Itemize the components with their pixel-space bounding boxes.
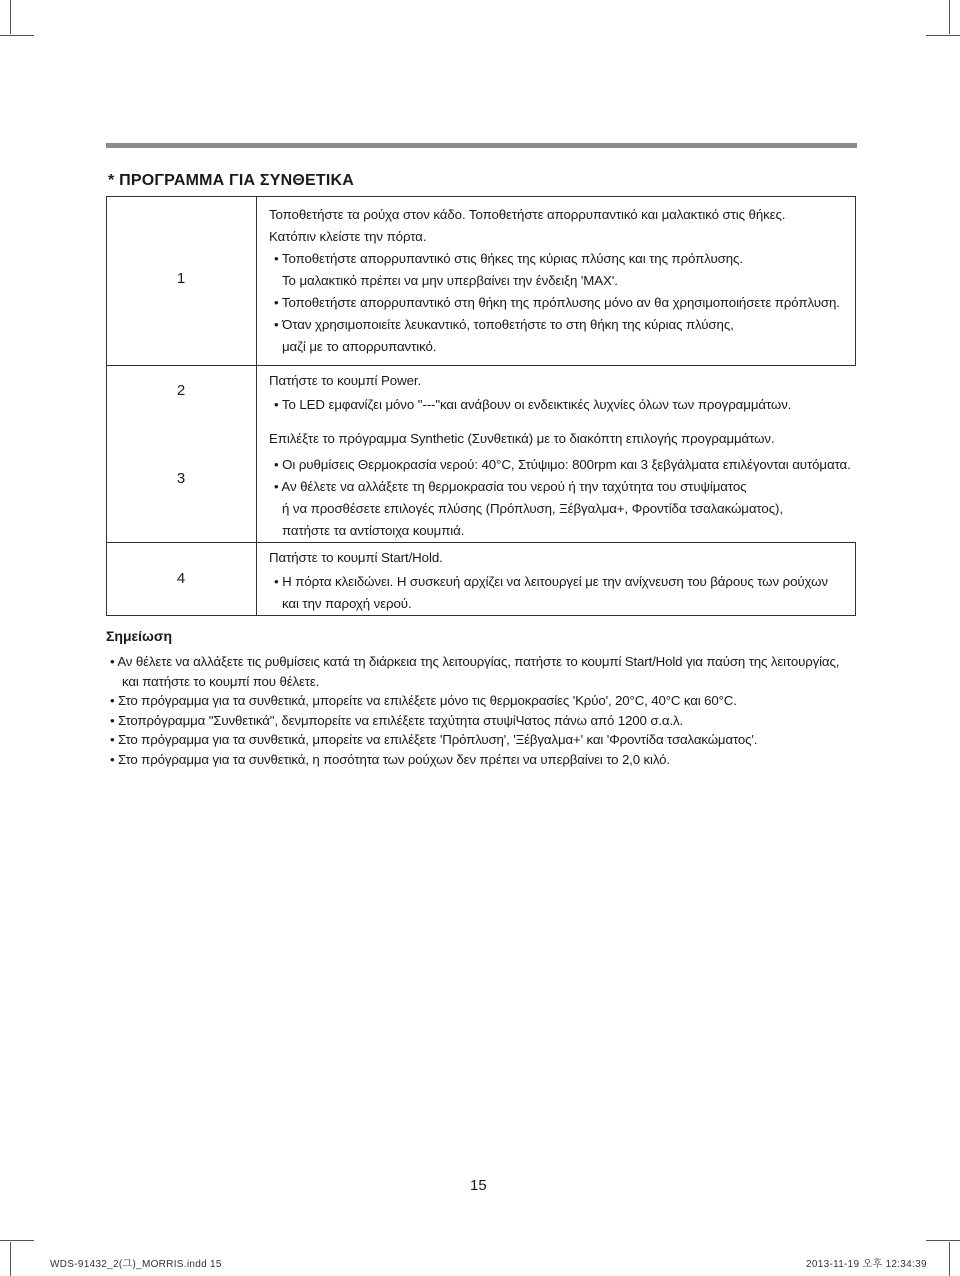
step-line: Επιλέξτε το πρόγραμμα Synthetic (Συνθετικά) με το διακόπτη επιλογής προγραμμάτων. xyxy=(269,431,775,446)
section-title: * ΠΡΟΓΡΑΜΜΑ ΓΙΑ ΣΥΝΘΕΤΙΚΑ xyxy=(108,172,354,189)
step-bullet: • Η πόρτα κλειδώνει. Η συσκευή αρχίζει να λειτουργεί με την ανίχνευση του βάρους των ρούχων xyxy=(274,574,828,589)
note-item: • Στο πρόγραμμα για τα συνθετικά, μπορείτε να επιλέξετε 'Πρόπλυση', 'Ξέβγαλμα+' και 'Φροντίδα τσαλακώματος'. xyxy=(110,732,758,747)
step-bullet: • Τοποθετήστε απορρυπαντικό στη θήκη της πρόπλυσης μόνο αν θα χρησιμοποιήσετε πρόπλυση. xyxy=(274,295,840,310)
note-list xyxy=(110,652,839,769)
step-line: Πατήστε το κουμπί Power. xyxy=(269,373,422,388)
step-line: Το μαλακτικό πρέπει να μην υπερβαίνει την ένδειξη 'MAX'. xyxy=(282,273,618,288)
step-line: ή να προσθέσετε επιλογές πλύσης (Πρόπλυση, Ξέβγαλμα+, Φροντίδα τσαλακώματος), xyxy=(282,501,783,516)
crop-mark xyxy=(926,1240,960,1241)
footer-file: WDS-91432_2(그)_MORRIS.indd 15 xyxy=(50,1259,222,1270)
step-line: Πατήστε το κουμπί Start/Hold. xyxy=(269,550,443,565)
step-line: Τοποθετήστε τα ρούχα στον κάδο. Τοποθετήστε απορρυπαντικό και μαλακτικό στις θήκες. xyxy=(269,207,786,222)
step-3-text xyxy=(269,428,851,542)
note-item: • Στο πρόγραμμα για τα συνθετικά, η ποσότητα των ρούχων δεν πρέπει να υπερβαίνει το 2,0 κιλό. xyxy=(110,751,670,767)
crop-mark xyxy=(949,1242,950,1276)
crop-mark xyxy=(10,0,11,34)
step-4-text xyxy=(269,547,828,615)
step-number: 4 xyxy=(176,570,186,587)
crop-mark xyxy=(10,1242,11,1276)
steps-table xyxy=(106,196,856,616)
table-border xyxy=(855,542,856,616)
step-number: 2 xyxy=(176,382,186,399)
crop-mark xyxy=(0,35,34,36)
crop-mark xyxy=(949,0,950,34)
step-bullet: • Τοποθετήστε απορρυπαντικό στις θήκες της κύριας πλύσης και της πρόπλυσης. xyxy=(274,251,743,266)
note-item-continued: και πατήστε το κουμπί που θέλετε. xyxy=(122,673,320,689)
step-bullet: • To LED εμφανίζει μόνο "---"και ανάβουν οι ενδεικτικές λυχνίες όλων των προγραμμάτων. xyxy=(274,397,792,412)
step-number: 3 xyxy=(176,470,186,487)
step-line: Κατόπιν κλείστε την πόρτα. xyxy=(269,229,427,244)
row-divider xyxy=(106,542,856,543)
page-number: 15 xyxy=(470,1177,487,1194)
table-border xyxy=(855,196,856,366)
crop-mark xyxy=(926,35,960,36)
note-title: Σημείωση xyxy=(106,628,173,644)
table-border xyxy=(106,196,107,616)
note-item: • Στοπρόγραμμα "Συνθετικά", δενμπορείτε να επιλέξετε ταχύτητα στυψίЧατος πάνω από 1200 σ.α.λ. xyxy=(110,712,684,728)
step-bullet: • Αν θέλετε να αλλάξετε τη θερμοκρασία του νερού ή την ταχύτητα του στυψίματος xyxy=(274,479,747,494)
step-number: 1 xyxy=(176,270,186,287)
crop-mark xyxy=(0,1240,34,1241)
note-item: • Στο πρόγραμμα για τα συνθετικά, μπορείτε να επιλέξετε μόνο τις θερμοκρασίες 'Κρύο', 20°C, 40°C και 60°C. xyxy=(110,693,737,708)
table-border xyxy=(106,615,856,616)
note-item: • Αν θέλετε να αλλάξετε τις ρυθμίσεις κατά τη διάρκεια της λειτουργίας, πατήστε το κουμπί Start/Hold για παύση της λειτουργίας, xyxy=(110,654,840,669)
step-bullet: • Οι ρυθμίσεις Θερμοκρασία νερού: 40°C, Στύψιμο: 800rpm και 3 ξεβγάλματα επιλέγονται αυτόματα. xyxy=(274,457,851,472)
step-bullet: • Όταν χρησιμοποιείτε λευκαντικό, τοποθετήστε το στη θήκη της κύριας πλύσης, xyxy=(274,317,734,332)
step-1-text xyxy=(269,204,840,358)
footer-timestamp: 2013-11-19 오후 12:34:39 xyxy=(806,1259,927,1270)
step-line: πατήστε τα αντίστοιχα κουμπιά. xyxy=(282,523,465,538)
step-line: και την παροχή νερού. xyxy=(282,596,412,611)
row-divider xyxy=(106,365,856,366)
column-divider xyxy=(256,196,257,616)
table-border xyxy=(106,196,856,197)
step-2-text xyxy=(269,370,791,416)
header-rule xyxy=(106,143,857,148)
step-line: μαζί με το απορρυπαντικό. xyxy=(282,339,437,354)
